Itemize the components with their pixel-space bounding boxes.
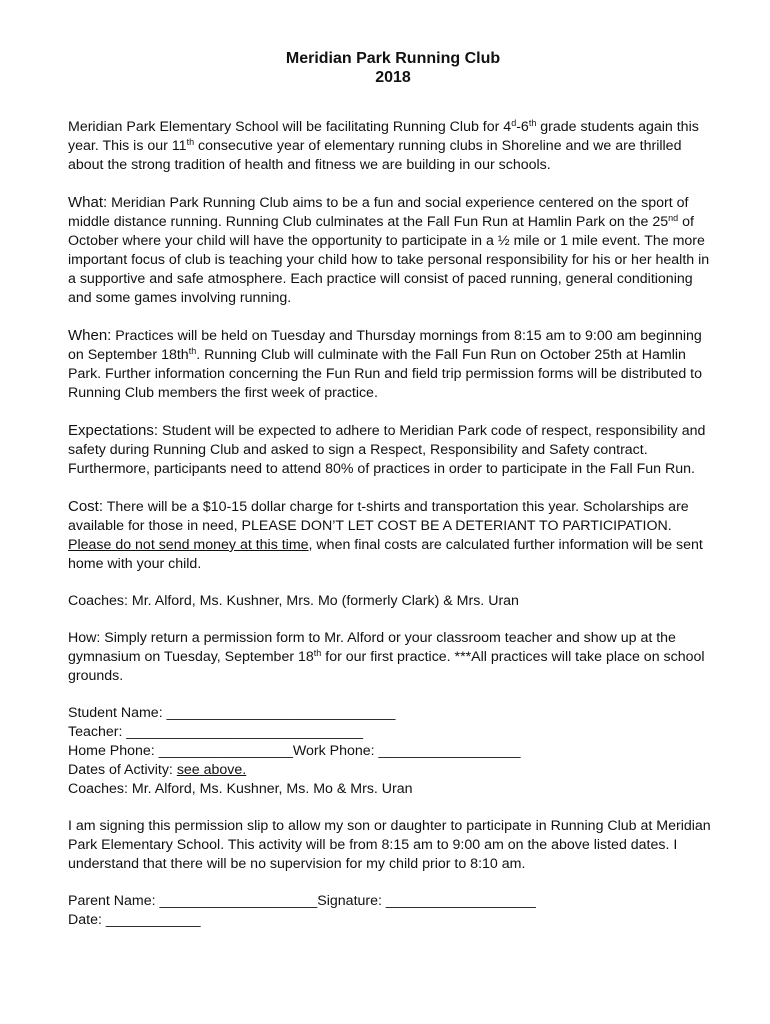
intro-paragraph bbox=[68, 118, 718, 175]
phone-row bbox=[68, 742, 718, 761]
document-page bbox=[68, 49, 718, 930]
student-name-field[interactable]: Student Name: _____________________________ bbox=[68, 705, 396, 721]
cost-text-2: , when final costs are calculated further information will be sent home with your child. bbox=[68, 537, 703, 572]
expectations-paragraph bbox=[68, 421, 718, 479]
intro-text-4: consecutive year of elementary running clubs in Shoreline and we are thrilled about the strong tradition of health and fitness we are building in our schools. bbox=[68, 138, 682, 173]
how-text-2: for our first practice. ***All practices will take place on school grounds. bbox=[68, 649, 705, 684]
intro-superscript-th-1: th bbox=[528, 118, 537, 128]
when-superscript-th: th bbox=[188, 346, 197, 356]
home-phone-field[interactable]: Home Phone: _________________ bbox=[68, 743, 293, 759]
coaches-paragraph: Coaches: Mr. Alford, Ms. Kushner, Mrs. Mo (formerly Clark) & Mrs. Uran bbox=[68, 593, 519, 609]
what-superscript-nd: nd bbox=[668, 213, 679, 223]
when-text-2: . Running Club will culminate with the Fall Fun Run on October 25th at Hamlin Park. Further information concerning the Fun Run and field trip permission forms will be distributed to Running Club members the first week of practice. bbox=[68, 347, 702, 401]
signature-field[interactable]: Signature: ___________________ bbox=[317, 893, 536, 909]
title-text: Meridian Park Running Club bbox=[285, 50, 501, 67]
intro-superscript-d: d bbox=[511, 118, 517, 128]
dates-row bbox=[68, 761, 718, 780]
title-year: 2018 bbox=[375, 69, 411, 86]
cost-label: Cost: bbox=[68, 498, 104, 515]
intro-text-3: grade students again this year. This is our 11 bbox=[68, 119, 699, 154]
consent-paragraph: I am signing this permission slip to allow my son or daughter to participate in Running Club at Meridian Park Elementary School. This activity will be from 8:15 am to 9:00 am on the above listed dates. I understand that there will be no supervision for my child prior to 8:10 am. bbox=[68, 818, 711, 872]
what-text-2: of October where your child will have the opportunity to participate in a ½ mile or 1 mile event. The more important focus of club is teaching your child how to take personal responsibility for his or her health in a supportive and safe atmosphere. Each practice will consist of paced running, general conditioning and some games involving running. bbox=[68, 214, 710, 306]
dates-value: see above. bbox=[176, 762, 247, 778]
cost-text-1: There will be a $10-15 dollar charge for t-shirts and transportation this year. Scholarships are available for those in need, PLEASE DON’T LET COST BE A DETERIANT TO PARTICIPATION. bbox=[68, 499, 689, 534]
how-text-1: How: Simply return a permission form to Mr. Alford or your classroom teacher and show up at the gymnasium on Tuesday, September 18 bbox=[68, 630, 676, 665]
how-paragraph bbox=[68, 629, 718, 686]
document-title bbox=[68, 49, 718, 87]
what-paragraph bbox=[68, 193, 718, 308]
how-superscript-th: th bbox=[313, 648, 322, 658]
permission-form bbox=[68, 704, 718, 799]
what-label: What: bbox=[68, 194, 108, 211]
teacher-field[interactable]: Teacher: ______________________________ bbox=[68, 724, 364, 740]
expectations-label: Expectations: bbox=[68, 422, 159, 439]
parent-name-field[interactable]: Parent Name: ____________________ bbox=[68, 893, 318, 909]
signature-row bbox=[68, 892, 718, 911]
what-text-1: Meridian Park Running Club aims to be a fun and social experience centered on the sport of middle distance running. Running Club culminates at the Fall Fun Run at Hamlin Park on the 25 bbox=[68, 195, 689, 230]
signature-section bbox=[68, 892, 718, 930]
cost-underlined-notice: Please do not send money at this time bbox=[68, 537, 309, 553]
when-paragraph bbox=[68, 326, 718, 403]
when-label: When: bbox=[68, 327, 112, 344]
intro-text-1: Meridian Park Elementary School will be facilitating Running Club for 4 bbox=[68, 119, 512, 135]
dates-label: Dates of Activity: bbox=[68, 762, 177, 778]
intro-superscript-th-2: th bbox=[186, 137, 195, 147]
cost-paragraph bbox=[68, 497, 718, 574]
work-phone-field[interactable]: Work Phone: __________________ bbox=[292, 743, 521, 759]
when-text-1: Practices will be held on Tuesday and Thursday mornings from 8:15 am to 9:00 am beginning on September 18th bbox=[68, 328, 702, 363]
intro-text-2: -6 bbox=[516, 119, 529, 135]
expectations-text: Student will be expected to adhere to Meridian Park code of respect, responsibility and safety during Running Club and asked to sign a Respect, Responsibility and Safety contract. Furthermore, participants need to attend 80% of practices in order to participate in the Fall Fun Run. bbox=[68, 423, 706, 477]
date-field[interactable]: Date: ____________ bbox=[68, 912, 201, 928]
form-coaches-line: Coaches: Mr. Alford, Ms. Kushner, Ms. Mo & Mrs. Uran bbox=[68, 781, 413, 797]
